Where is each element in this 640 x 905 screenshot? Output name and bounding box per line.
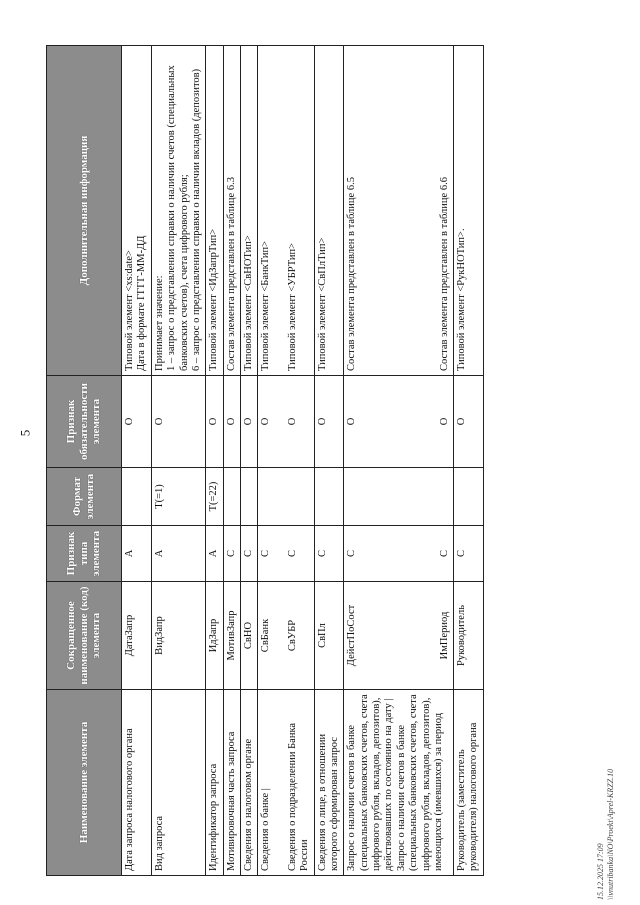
state-query-info: Состав элемента представлен в таблице 6.5 (346, 177, 358, 371)
file-path-footer (596, 710, 617, 900)
cell-code (344, 582, 454, 690)
elements-table (46, 45, 484, 876)
ubr-info: Типовой элемент <УБРТип> (286, 242, 298, 371)
header-info: Дополнительная информация (47, 46, 122, 376)
cell-info: Типовой элемент <СвПлТип> (314, 46, 344, 376)
state-query-req: О (346, 417, 358, 426)
cell-code: СвНО (241, 582, 258, 690)
table-header-row (47, 46, 122, 876)
cell-format (122, 468, 152, 526)
period-query-code: ИмПериод (438, 611, 450, 660)
spacer (359, 50, 439, 371)
cell-name (258, 690, 314, 876)
cell-type: А (206, 526, 223, 582)
bank-info: Типовой элемент <БанкТип> (260, 240, 272, 371)
header-format: Формат элемента (47, 468, 122, 526)
cell-required (258, 376, 314, 468)
bank-name-label: Сведения о банке | (260, 788, 272, 871)
cell-required: О (241, 376, 258, 468)
cell-name: Дата запроса налогового органа (122, 690, 152, 876)
cell-info: Типовой элемент <СвНОТип> (241, 46, 258, 376)
period-query-req: О (438, 417, 450, 426)
bank-req: О (260, 417, 272, 426)
cell-info (344, 46, 454, 376)
table-row (241, 46, 258, 876)
footer-path: \\vnutribanka\NO\Proekt\Aprel-KRZZ.10 (606, 768, 616, 900)
spacer (359, 586, 439, 685)
cell-type: С (454, 526, 484, 582)
state-query-code: ДейстПоСост (346, 604, 358, 667)
header-type: Признак типа элемента (47, 526, 122, 582)
spacer (359, 380, 439, 463)
ubr-req: О (286, 417, 298, 426)
cell-required: О (223, 376, 240, 468)
cell-info (122, 46, 152, 376)
table-row (344, 46, 454, 876)
cell-format (258, 468, 314, 526)
cell-type: С (241, 526, 258, 582)
cell-required: О (122, 376, 152, 468)
cell-type: С (314, 526, 344, 582)
table-row (122, 46, 152, 876)
header-required: Признак обязательности элемента (47, 376, 122, 468)
ubr-name-label: Сведения о подразделении Банка России (286, 722, 311, 871)
cell-format (314, 468, 344, 526)
info-line: Принимает значение: (153, 275, 165, 371)
bank-code: СвБанк (260, 618, 272, 653)
rotated-table-container (46, 46, 616, 876)
cell-code: Руководитель (454, 582, 484, 690)
cell-type: С (223, 526, 240, 582)
cell-info (151, 46, 206, 376)
ubr-type: С (286, 550, 298, 558)
info-line: Типовой элемент <xs:date> (124, 250, 135, 371)
table-row (223, 46, 240, 876)
cell-code: ИдЗапр (206, 582, 223, 690)
period-query-info: Состав элемента представлен в таблице 6.6 (438, 177, 450, 371)
cell-required: О (314, 376, 344, 468)
table-row (151, 46, 206, 876)
spacer (359, 530, 439, 577)
cell-format (454, 468, 484, 526)
cell-code: СвПл (314, 582, 344, 690)
cell-code: ВидЗапр (151, 582, 206, 690)
cell-type (344, 526, 454, 582)
header-name: Наименование элемента (47, 690, 122, 876)
cell-required: О (151, 376, 206, 468)
info-line: 1 – запрос о представлении справки о наличии счетов (специальных банковских счетов), счета цифрового рубля; (166, 65, 190, 371)
table-row (258, 46, 314, 876)
state-query-type: С (346, 550, 358, 558)
footer-timestamp: 15.12.2025 17:09 (596, 843, 605, 900)
cell-name: Мотивировочная часть запроса (223, 690, 240, 876)
period-query-type: С (438, 550, 450, 558)
cell-info: Состав элемента представлен в таблице 6.3 (223, 46, 240, 376)
cell-format: Т(=1) (151, 468, 206, 526)
cell-type (258, 526, 314, 582)
cell-code (258, 582, 314, 690)
cell-info: Типовой элемент <ИдЗапрТип> (206, 46, 223, 376)
cell-info: Типовой элемент <РукНОТип>. (454, 46, 484, 376)
cell-type: А (122, 526, 152, 582)
cell-code: ДатаЗапр (122, 582, 152, 690)
cell-name: Сведения о лице, в отношении которого сформирован запрос (314, 690, 344, 876)
page-number: 5 (17, 429, 33, 437)
header-code: Сокращенное наименование (код) элемента (47, 582, 122, 690)
cell-name: Идентификатор запроса (206, 690, 223, 876)
table-row (454, 46, 484, 876)
info-line: 6 – запрос о представлении справки о наличии вкладов (депозитов) (190, 68, 202, 371)
cell-type: А (151, 526, 206, 582)
cell-code: МотивЗапр (223, 582, 240, 690)
cell-name: Сведения о налоговом органе (241, 690, 258, 876)
cell-name (344, 690, 454, 876)
period-query-label: Запрос о наличии счетов в банке (специальных банковских счетов, счета цифрового рубля, вкладов, депозитов), имеющихся (имевшихся) за период (395, 694, 444, 871)
info-line: Дата в формате ГГГГ-ММ-ДД (136, 235, 148, 371)
table-row (206, 46, 223, 876)
cell-format (344, 468, 454, 526)
table-row (314, 46, 344, 876)
cell-required (344, 376, 454, 468)
cell-info (258, 46, 314, 376)
cell-required: О (206, 376, 223, 468)
ubr-code: СвУБР (286, 619, 298, 652)
cell-format (241, 468, 258, 526)
bank-type: С (260, 550, 272, 558)
cell-name: Руководитель (заместитель руководителя) налогового органа (454, 690, 484, 876)
cell-format (223, 468, 240, 526)
cell-format: Т(=22) (206, 468, 223, 526)
cell-required: О (454, 376, 484, 468)
cell-name: Вид запроса (151, 690, 206, 876)
state-query-label: Запрос о наличии счетов в банке (специальных банковских счетов, счета цифрового рубля, вкладов, депозитов), действовавших по состоянию на дату | (346, 694, 395, 871)
